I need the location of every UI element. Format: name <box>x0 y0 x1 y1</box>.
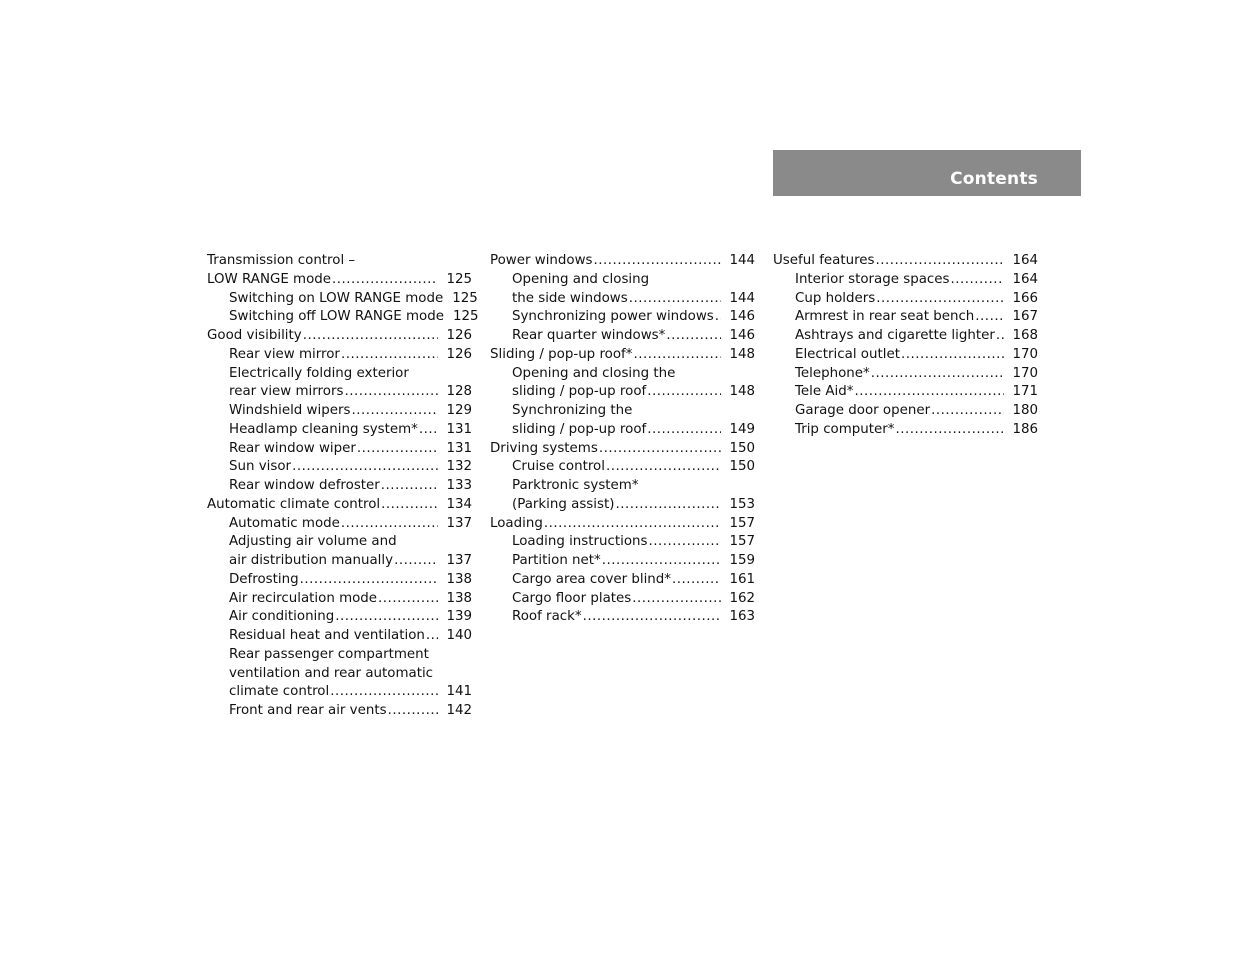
dot-leader <box>332 271 438 290</box>
toc-page-number: 144 <box>729 253 755 268</box>
toc-page-number: 148 <box>729 346 755 362</box>
toc-entry[interactable] <box>490 552 755 571</box>
toc-column-2 <box>490 252 755 627</box>
dot-leader <box>931 402 1004 421</box>
toc-entry <box>490 365 755 384</box>
toc-entry[interactable] <box>490 383 755 402</box>
toc-entry[interactable] <box>490 290 755 309</box>
toc-entry-title: Synchronizing the <box>512 403 633 418</box>
toc-entry-title: Switching off LOW RANGE mode <box>229 309 444 325</box>
toc-page-number: 146 <box>729 328 755 343</box>
dot-leader <box>351 402 438 421</box>
toc-page-number: 162 <box>729 590 755 606</box>
toc-page-number: 139 <box>446 609 472 625</box>
toc-column-3 <box>773 252 1038 440</box>
toc-page-number: 138 <box>446 571 472 587</box>
toc-entry[interactable] <box>490 308 755 327</box>
contents-header-bar <box>773 150 1081 196</box>
toc-entry-title: LOW RANGE mode <box>207 271 332 287</box>
toc-entry[interactable] <box>207 271 472 290</box>
dot-leader <box>647 383 721 402</box>
toc-entry-title: Cargo area cover blind* <box>512 571 671 587</box>
dot-leader <box>381 496 438 515</box>
toc-page-number: 133 <box>446 478 472 493</box>
toc-page-number: 148 <box>729 384 755 400</box>
toc-page-number: 140 <box>446 628 472 643</box>
toc-entry-title: Rear passenger compartment <box>229 646 429 662</box>
toc-entry-title: Loading <box>490 515 543 531</box>
dot-leader <box>996 327 1005 346</box>
toc-page-number: 131 <box>446 440 472 456</box>
toc-entry[interactable] <box>207 571 472 590</box>
toc-entry[interactable] <box>207 402 472 421</box>
dot-leader <box>303 327 439 346</box>
toc-entry-title: the side windows <box>512 290 628 306</box>
toc-entry[interactable] <box>207 702 472 721</box>
toc-page-number: 166 <box>1012 290 1038 306</box>
toc-entry[interactable] <box>490 458 755 477</box>
toc-entry[interactable] <box>207 290 478 309</box>
toc-entry[interactable] <box>207 477 472 496</box>
toc-entry-title: ventilation and rear automatic <box>229 665 434 681</box>
toc-entry[interactable] <box>207 552 472 571</box>
dot-leader <box>599 440 722 459</box>
toc-page-number: 163 <box>729 609 755 625</box>
toc-entry-title: Armrest in rear seat bench <box>795 309 975 325</box>
dot-leader <box>975 308 1004 327</box>
dot-leader <box>341 346 438 365</box>
dot-leader <box>606 458 721 477</box>
toc-page-number: 146 <box>729 309 755 325</box>
toc-page-number: 150 <box>729 440 755 456</box>
toc-entry[interactable] <box>207 421 472 440</box>
dot-leader <box>544 515 722 534</box>
toc-entry[interactable] <box>207 590 472 609</box>
toc-page-number: 171 <box>1012 384 1038 400</box>
toc-page-number: 126 <box>446 328 472 343</box>
toc-page-number: 168 <box>1012 328 1038 343</box>
toc-entry[interactable] <box>207 458 472 477</box>
dot-leader <box>876 252 1005 271</box>
toc-entry-title: Useful features <box>773 253 875 268</box>
toc-entry <box>207 252 472 271</box>
toc-entry[interactable] <box>490 440 755 459</box>
toc-entry[interactable] <box>207 327 472 346</box>
toc-page-number: 128 <box>446 384 472 400</box>
toc-entry-title: Driving systems <box>490 440 598 456</box>
toc-entry-title: Interior storage spaces <box>795 271 950 287</box>
toc-entry-title: Rear view mirror <box>229 346 340 362</box>
toc-page-number: 137 <box>446 553 472 568</box>
dot-leader <box>378 590 438 609</box>
toc-entry-title: Cruise control <box>512 459 605 475</box>
toc-entry[interactable] <box>490 496 755 515</box>
toc-page-number: 157 <box>729 515 755 531</box>
toc-entry-title: Telephone* <box>795 365 870 381</box>
toc-entry-title: Switching on LOW RANGE mode <box>229 290 444 306</box>
toc-entry[interactable] <box>207 440 472 459</box>
dot-leader <box>357 440 439 459</box>
dot-leader <box>594 252 722 271</box>
toc-entry[interactable] <box>490 515 755 534</box>
dot-leader <box>871 365 1005 384</box>
toc-entry[interactable] <box>773 327 1038 346</box>
toc-entry[interactable] <box>207 515 472 534</box>
dot-leader <box>666 327 721 346</box>
toc-entry-title: sliding / pop-up roof <box>512 421 647 437</box>
dot-leader <box>344 383 438 402</box>
toc-entry[interactable] <box>207 608 472 627</box>
toc-entry[interactable] <box>490 590 755 609</box>
toc-entry-title: Opening and closing the <box>512 365 676 381</box>
toc-entry[interactable] <box>207 683 472 702</box>
toc-entry-title: Defrosting <box>229 571 299 587</box>
toc-entry[interactable] <box>207 627 472 646</box>
toc-page-number: 170 <box>1012 346 1038 362</box>
toc-page-number: 129 <box>446 403 472 418</box>
toc-page-number: 159 <box>729 553 755 568</box>
toc-entry[interactable] <box>773 365 1038 384</box>
dot-leader <box>394 552 438 571</box>
toc-entry-title: Air conditioning <box>229 609 335 625</box>
toc-entry <box>490 477 755 496</box>
toc-entry-title: rear view mirrors <box>229 384 344 400</box>
dot-leader <box>629 290 722 309</box>
toc-entry-title: Opening and closing <box>512 271 650 287</box>
dot-leader <box>583 608 722 627</box>
toc-entry-title: Parktronic system* <box>512 478 639 493</box>
toc-entry[interactable] <box>490 346 755 365</box>
dot-leader <box>381 477 439 496</box>
toc-entry-title: Garage door opener <box>795 403 931 418</box>
toc-entry-title: climate control <box>229 684 330 700</box>
toc-entry-title: Loading instructions <box>512 534 648 550</box>
toc-page-number: 170 <box>1012 365 1038 381</box>
toc-entry-title: Transmission control – <box>207 253 356 268</box>
toc-column-1 <box>207 252 479 721</box>
dot-leader <box>854 383 1004 402</box>
toc-entry-title: Rear window wiper <box>229 440 356 456</box>
toc-entry[interactable] <box>490 533 755 552</box>
dot-leader <box>632 590 721 609</box>
toc-entry[interactable] <box>207 346 472 365</box>
toc-entry <box>207 533 472 552</box>
dot-leader <box>335 608 438 627</box>
toc-entry[interactable] <box>773 421 1038 440</box>
dot-leader <box>876 290 1004 309</box>
toc-entry-title: Windshield wipers <box>229 403 351 418</box>
dot-leader <box>615 496 721 515</box>
toc-entry-title: sliding / pop-up roof <box>512 384 647 400</box>
dot-leader <box>419 421 439 440</box>
toc-entry-title: Automatic mode <box>229 515 340 531</box>
dot-leader <box>602 552 722 571</box>
dot-leader <box>341 515 439 534</box>
toc-entry[interactable] <box>490 571 755 590</box>
toc-entry-title: Adjusting air volume and <box>229 534 397 550</box>
toc-entry-title: Cup holders <box>795 290 876 306</box>
toc-page-number: 164 <box>1012 271 1038 287</box>
toc-entry[interactable] <box>207 308 479 327</box>
toc-entry-title: Electrically folding exterior <box>229 365 409 381</box>
toc-entry <box>207 646 472 665</box>
toc-page-number: 132 <box>446 459 472 475</box>
dot-leader <box>715 308 722 327</box>
dot-leader <box>292 458 438 477</box>
toc-entry-title: Sun visor <box>229 459 292 475</box>
toc-page-number: 142 <box>446 703 472 718</box>
toc-page-number: 157 <box>729 534 755 550</box>
toc-entry <box>490 402 755 421</box>
toc-entry[interactable] <box>773 383 1038 402</box>
dot-leader <box>633 346 721 365</box>
page-title: Contents <box>950 169 1038 189</box>
dot-leader <box>649 533 722 552</box>
dot-leader <box>330 683 438 702</box>
toc-page-number: 137 <box>446 515 472 531</box>
toc-page-number: 141 <box>446 684 472 700</box>
toc-entry[interactable] <box>207 496 472 515</box>
toc-entry-title: Residual heat and ventilation <box>229 628 425 643</box>
toc-page-number: 186 <box>1012 421 1038 437</box>
toc-page-number: 167 <box>1012 309 1038 325</box>
toc-page-number: 138 <box>446 590 472 606</box>
toc-page-number: 125 <box>452 309 479 325</box>
toc-entry-title: Automatic climate control <box>207 496 381 512</box>
toc-entry-title: Tele Aid* <box>795 384 854 400</box>
dot-leader <box>388 702 439 721</box>
toc-entry[interactable] <box>490 252 755 271</box>
toc-entry-title: Cargo floor plates <box>512 590 632 606</box>
toc-entry-title: Air recirculation mode <box>229 590 378 606</box>
toc-page-number: 144 <box>729 290 755 306</box>
toc-entry[interactable] <box>773 271 1038 290</box>
toc-entry[interactable] <box>773 346 1038 365</box>
toc-entry-title: Front and rear air vents <box>229 703 387 718</box>
dot-leader <box>426 627 439 646</box>
toc-entry-title: air distribution manually <box>229 553 394 568</box>
toc-entry[interactable] <box>773 308 1038 327</box>
toc-entry-title: Good visibility <box>207 328 302 343</box>
toc-page-number: 125 <box>446 271 472 287</box>
toc-entry-title: Rear window defroster <box>229 478 380 493</box>
toc-entry[interactable] <box>490 421 755 440</box>
toc-entry[interactable] <box>490 327 755 346</box>
toc-page-number: 164 <box>1012 253 1038 268</box>
toc-entry[interactable] <box>773 402 1038 421</box>
toc-page-number: 149 <box>729 421 755 437</box>
toc-page-number: 150 <box>729 459 755 475</box>
dot-leader <box>895 421 1004 440</box>
toc-entry[interactable] <box>207 383 472 402</box>
toc-page-number: 125 <box>452 290 478 306</box>
toc-entry[interactable] <box>490 608 755 627</box>
toc-entry-title: Trip computer* <box>795 421 895 437</box>
toc-page-number: 131 <box>446 421 472 437</box>
toc-page-number: 161 <box>729 571 755 587</box>
toc-entry-title: Electrical outlet <box>795 346 900 362</box>
dot-leader <box>647 421 721 440</box>
toc-entry[interactable] <box>773 252 1038 271</box>
toc-page-number: 153 <box>729 496 755 512</box>
toc-entry-title: Headlamp cleaning system* <box>229 421 418 437</box>
dot-leader <box>901 346 1004 365</box>
toc-page-number: 126 <box>446 346 472 362</box>
toc-entry <box>207 365 472 384</box>
dot-leader <box>672 571 721 590</box>
toc-entry <box>490 271 755 290</box>
toc-entry-title: (Parking assist) <box>512 496 615 512</box>
toc-entry-title: Synchronizing power windows <box>512 309 714 325</box>
toc-entry-title: Sliding / pop-up roof* <box>490 346 633 362</box>
toc-entry-title: Rear quarter windows* <box>512 328 666 343</box>
toc-page-number: 134 <box>446 496 472 512</box>
toc-page-number: 180 <box>1012 403 1038 418</box>
dot-leader <box>300 571 439 590</box>
toc-entry-title: Power windows <box>490 253 593 268</box>
toc-entry <box>207 665 472 684</box>
toc-entry-title: Roof rack* <box>512 609 582 625</box>
toc-entry[interactable] <box>773 290 1038 309</box>
toc-entry-title: Partition net* <box>512 553 601 568</box>
toc-entry-title: Ashtrays and cigarette lighter <box>795 328 995 343</box>
dot-leader <box>951 271 1005 290</box>
